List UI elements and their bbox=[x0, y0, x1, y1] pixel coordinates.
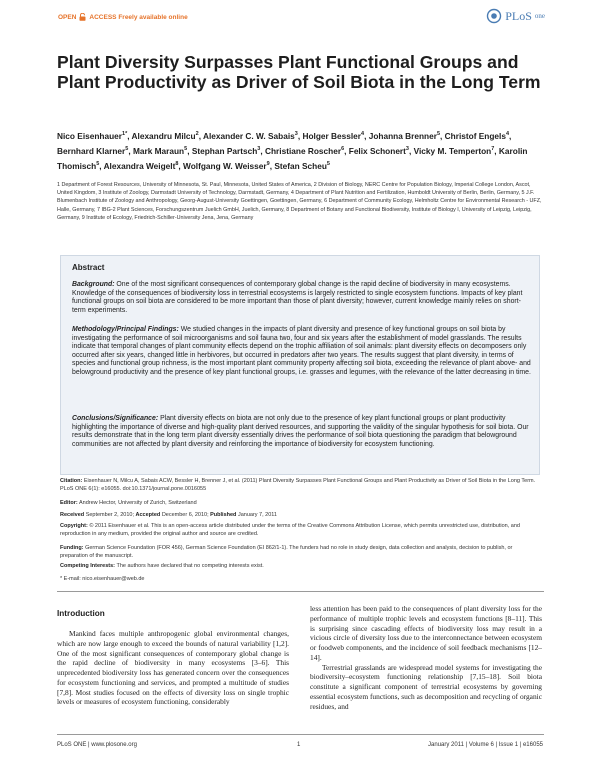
footer-journal[interactable]: PLoS ONE | www.plosone.org bbox=[57, 742, 137, 748]
competing-text: The authors have declared that no competing interests exist. bbox=[116, 563, 264, 569]
funding bbox=[60, 545, 540, 560]
author-name: Johanna Brenner bbox=[368, 130, 437, 141]
author-affiliation-marker: 5 bbox=[96, 161, 100, 168]
intro-right-column bbox=[310, 604, 542, 711]
author-name: Felix Schonert bbox=[348, 145, 406, 156]
plos-logo-icon bbox=[486, 8, 502, 24]
logo-text: PLoS bbox=[505, 8, 532, 23]
author-name: Bernhard Klarner bbox=[57, 145, 126, 156]
author-affiliation-marker: 2 bbox=[195, 131, 199, 137]
author-affiliation-marker: 9 bbox=[266, 161, 270, 168]
abstract-background bbox=[72, 281, 534, 315]
conclusions-label: Conclusions/Significance: bbox=[72, 415, 159, 422]
author-affiliation-marker: 5 bbox=[125, 146, 129, 153]
author-affiliation-marker: 8 bbox=[175, 161, 179, 168]
author-affiliation-marker: 5 bbox=[184, 146, 188, 153]
author-affiliation-marker: 4 bbox=[361, 131, 365, 137]
funding-text: German Science Foundation (FOR 456), German Science Foundation (EI 862/1-1). The funders had no role in study design, data collection and analysis, decision to publish, or preparation of the manuscript. bbox=[60, 545, 513, 559]
author-name: Stephan Partsch bbox=[191, 145, 258, 156]
author-name: Alexandru Milcu bbox=[131, 130, 196, 141]
author-affiliation-marker: 7 bbox=[491, 146, 495, 153]
dates bbox=[60, 512, 540, 520]
intro-paragraph: less attention has been paid to the consequences of plant diversity loss for the performance of multiple trophic levels and ecosystem functions [8–11]. This is surprising since cascading effects of biodiversity loss may result in a vicious circle of diversity loss due to the interconnectance between ecosystem or foodweb components, and the incidence of soil feedback mechanisms [12–14]. bbox=[310, 604, 542, 662]
affiliations: 1 Department of Forest Resources, University of Minnesota, St. Paul, Minnesota, United States of America, 2 Division of Biology, NERC Centre for Population Biology, Imperial College London, Ascot, United Kingdom, 3 Institute of Zoology, Darmstadt University of Technology, Darmstadt, Germany, 4 Department of Plant Nutrition and Fertilization, Humboldt University of Berlin, Berlin, Germany, 5 J.F. Blumenbach Institute of Zoology and Anthropology, Georg-August-University Goettingen, Goettingen, Germany, 6 Department of Community Ecology, Helmholtz Centre for Environmental Research - UFZ, Halle, Germany, 7 IBG-2 Plant Sciences, Forschungszentrum Juelich GmbH, Juelich, Germany, 8 Department of Botany and Functional Biodiversity, Institute of Biology I, University of Leipzig, Leipzig, Germany, 9 Institute of Ecology, Friedrich-Schiller-University Jena, Jena, Germany bbox=[57, 182, 542, 221]
abstract-conclusions bbox=[72, 415, 534, 449]
competing-label: Competing Interests: bbox=[60, 563, 116, 569]
author-affiliation-marker: 6 bbox=[341, 146, 345, 153]
editor-label: Editor: bbox=[60, 500, 78, 506]
funding-label: Funding: bbox=[60, 545, 84, 551]
open-access-label: ACCESS Freely available online bbox=[89, 13, 188, 21]
intro-paragraph: Mankind faces multiple anthropogenic global environmental changes, which are now large enough to exceed the bounds of natural variability [1,2]. One of the most significant consequences of contemporary global change is the rapid decline of biodiversity in many ecosystems [3–6]. This unprecedented biodiversity loss has generated concern over the consequences for ecosystem functioning and services, and prompted a multitude of studies [7,8]. Most studies focused on the effects of diversity loss on single trophic levels or measures of ecosystem functioning, considerably bbox=[57, 629, 289, 707]
editor-text: Andrew Hector, University of Zurich, Switzerland bbox=[78, 500, 197, 506]
article-title: Plant Diversity Surpasses Plant Functional Groups and Plant Productivity as Driver of Soil Biota in the Long Term bbox=[57, 52, 541, 92]
methods-text: We studied changes in the impacts of plant diversity and presence of key functional groups on soil biota by investigating the performance of soil microorganisms and soil fauna two, four and six years after the establishment of model grasslands. The results indicate that temporal changes of plant community effects depend on the trophic affiliation of soil animals: plant diversity effects on decomposers only occurred after six years, changed little in herbivores, but occurred in predators after two years. The results suggest that plant diversity, in terms of species and functional group richness, is the most important plant community property affecting soil biota, exceeding the relevance of plant above- and belowground productivity and the presence of key plant functional groups, i.e. grasses and legumes, with the relevance of the latter decreasing in time. bbox=[72, 326, 531, 376]
author-name: Christof Engels bbox=[444, 130, 506, 141]
author-name: Wolfgang W. Weisser bbox=[183, 160, 267, 171]
competing-interests bbox=[60, 563, 540, 571]
citation-text: Eisenhauer N, Milcu A, Sabais ACW, Bessler H, Brenner J, et al. (2011) Plant Diversity Surpasses Plant Functional Groups and Plant Productivity as Driver of Soil Biota in the Long Term. PLoS ONE 6(1): e16055. doi:10.1371/journal.pone.0016055 bbox=[60, 478, 536, 492]
author-affiliation-marker: 1* bbox=[122, 131, 128, 137]
copyright-text: © 2011 Eisenhauer et al. This is an open-access article distributed under the terms of the Creative Commons Attribution License, which permits unrestricted use, distribution, and reproduction in any medium, provided the original author and source are credited. bbox=[60, 523, 520, 537]
author-name: Nico Eisenhauer bbox=[57, 130, 123, 141]
citation bbox=[60, 478, 540, 493]
divider bbox=[57, 591, 544, 592]
author-list: Nico Eisenhauer$^{1*}$, Alexandru Milcu$^2$, Alexander C. W. Sabais$^3$, Holger Bessler$^4$, Johanna Brenner$^5$, Christof Engels$^4$, Bernhard Klarner$^5$, Mark Maraun$^5$, Stephan Partsch$^3$, Christiane Roscher$^6$, Felix Schonert$^3$, Vicky M. Temperton$^7$, Karolin Thomisch$^5$, Alexandra Weigelt$^8$, Wolfgang W. Weisser$^9$, Stefan Scheu$^5$ bbox=[57, 130, 528, 171]
author-name: Mark Maraun bbox=[132, 145, 185, 156]
author-name: Holger Bessler bbox=[302, 130, 362, 141]
logo-suffix: one bbox=[534, 12, 545, 20]
accepted-label: Accepted bbox=[135, 512, 161, 518]
author-affiliation-marker: 3 bbox=[294, 131, 298, 137]
citation-label: Citation: bbox=[60, 478, 83, 484]
intro-left-column bbox=[57, 629, 289, 707]
page-number: 1 bbox=[297, 742, 301, 748]
received-date: September 2, 2010; bbox=[85, 512, 134, 518]
published-date: January 7, 2011 bbox=[237, 512, 277, 518]
author-name: Stefan Scheu bbox=[274, 160, 327, 171]
published-label: Published bbox=[210, 512, 237, 518]
copyright-label: Copyright: bbox=[60, 523, 88, 529]
editor bbox=[60, 500, 540, 508]
abstract-methods bbox=[72, 326, 534, 377]
footer-issue: January 2011 | Volume 6 | Issue 1 | e16055 bbox=[428, 742, 543, 748]
open-access-banner bbox=[58, 13, 188, 21]
open-lock-icon bbox=[79, 13, 86, 21]
intro-paragraph: Terrestrial grasslands are widespread model systems for investigating the biodiversity–ecosystem functioning relationship [7,15–18]. Soil biota constitute a significant component of terrestrial ecosystems by governing essential ecosystem functions, such as decomposition and recycling of organic residues, and bbox=[310, 662, 542, 711]
received-label: Received bbox=[60, 512, 85, 518]
footer-divider bbox=[57, 734, 544, 735]
author-name: Christiane Roscher bbox=[264, 145, 342, 156]
accepted-date: December 6, 2010; bbox=[161, 512, 209, 518]
methods-label: Methodology/Principal Findings: bbox=[72, 326, 179, 333]
author-name: Alexander C. W. Sabais bbox=[203, 130, 295, 141]
introduction-heading: Introduction bbox=[57, 609, 105, 618]
author-affiliation-marker: 5 bbox=[326, 161, 330, 168]
author-affiliation-marker: 4 bbox=[505, 131, 510, 137]
copyright bbox=[60, 523, 540, 538]
journal-logo[interactable] bbox=[486, 8, 545, 24]
abstract-heading: Abstract bbox=[72, 263, 105, 272]
background-label: Background: bbox=[72, 281, 115, 288]
author-name: Alexandra Weigelt bbox=[103, 160, 176, 171]
author-name: Vicky M. Temperton bbox=[413, 145, 492, 156]
author-affiliation-marker: 3 bbox=[405, 146, 409, 153]
open-access-label-start: OPEN bbox=[58, 13, 77, 21]
author-affiliation-marker: 5 bbox=[436, 131, 441, 137]
author-name: Karolin Thomisch bbox=[57, 145, 528, 171]
corresponding-email[interactable]: * E-mail: nico.eisenhauer@web.de bbox=[60, 576, 145, 582]
author-affiliation-marker: 3 bbox=[257, 146, 261, 153]
background-text: One of the most significant consequences of contemporary global change is the rapid decline of biodiversity in many ecosystems. Knowledge of the consequences of biodiversity loss in terrestrial ecosystems is largely restricted to single ecosystem functions. Impacts of key plant functional groups on soil biota are considered to be more important than those of plant diversity; however, current knowledge mainly relies on short-term experiments. bbox=[72, 281, 523, 314]
conclusions-text: Plant diversity effects on biota are not only due to the presence of key plant functional groups or plant productivity highlighting the importance of diverse and high-quality plant derived resources, and supporting the validity of the singular hypothesis for soil biota. Our results demonstrate that in the long term plant diversity essentially drives the performance of soil biota questioning the paradigm that belowground communities are not affected by plant diversity and reinforcing the importance of biodiversity for ecosystem functioning. bbox=[72, 415, 529, 448]
